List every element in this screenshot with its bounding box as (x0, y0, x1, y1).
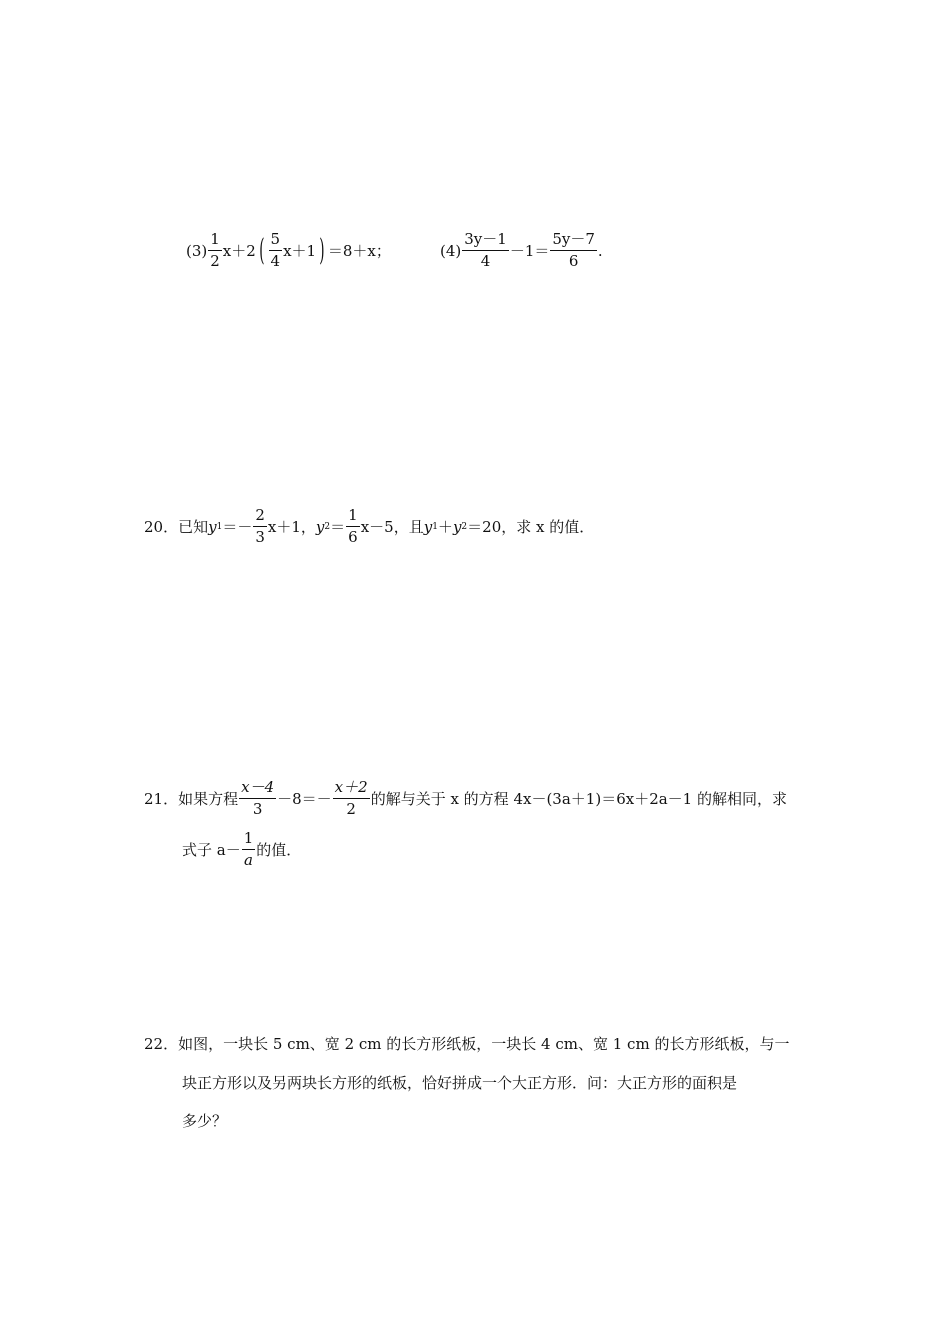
q-text: x－5，且 (360, 518, 424, 536)
expr-text: x＋2 (222, 242, 256, 260)
expr-text: ＝8＋x； (327, 242, 391, 260)
q-text: ＝20，求 x 的值． (467, 518, 595, 536)
q-text: ＝ (330, 518, 346, 536)
q-text: ＋ (437, 518, 453, 536)
q-text: 块正方形以及另两块长方形的纸板，恰好拼成一个大正方形．问：大正方形的面积是 (182, 1074, 738, 1092)
expr-text: . (597, 241, 603, 260)
q-text: 已知 (178, 518, 209, 536)
fraction: $\frac{1}{6}$ (348, 506, 358, 546)
question-number: 22． (144, 1035, 179, 1053)
q20: 20． 已知 y 1 ＝－ $\frac{2}{3}$ x＋1， y 2 ＝ $\frac{1}{6}$ x－5，且 y 1 ＋ y 2 ＝20，求 x 的值． (144, 506, 595, 546)
fraction: $\frac{x-4}{3}$ (241, 778, 275, 818)
fraction: $\frac{1}{2}$ (210, 230, 220, 270)
q-text: －8＝－ (277, 790, 332, 808)
question-number: 21． (144, 790, 179, 808)
q22-line3 (182, 1104, 227, 1138)
fraction: $\frac{5y-7}{6}$ (552, 230, 595, 270)
q-text: x＋1， (267, 518, 316, 536)
right-paren: ) (319, 232, 325, 268)
q22-line2 (182, 1066, 737, 1100)
part-label: (3) (186, 241, 208, 260)
fraction: $\frac{1}{a}$ (243, 829, 254, 869)
q19-part4 (440, 232, 603, 269)
q-text: 如图，一块长 5 cm、宽 2 cm 的长方形纸板，一块长 4 cm、宽 1 cm 的长方形纸板，与一 (178, 1035, 790, 1053)
fraction: $\frac{2}{3}$ (255, 506, 265, 546)
q19-part3 (186, 232, 391, 269)
q21-line1 (144, 780, 787, 817)
q-text: 式子 a－ (182, 841, 241, 859)
q-text: ＝－ (222, 518, 253, 536)
fraction: $\frac{3y-1}{4}$ (464, 230, 507, 270)
q-text: 的解与关于 x 的方程 4x－(3a＋1)＝6x＋2a－1 的解相同，求 (370, 790, 787, 808)
part-label: (4) (440, 241, 462, 260)
q-text: 的值． (256, 841, 302, 859)
q22-line1 (144, 1027, 789, 1061)
expr-text: x＋1 (283, 242, 317, 260)
left-paren: ( (259, 232, 265, 268)
q-text: 多少？ (182, 1112, 228, 1130)
q-text: 如果方程 (178, 790, 239, 808)
expr-text: －1＝ (509, 242, 550, 260)
fraction: $\frac{5}{4}$ (270, 230, 281, 270)
q21-line2 (182, 831, 301, 868)
question-number: 20． (144, 518, 179, 536)
fraction: $\frac{x+2}{2}$ (334, 778, 368, 818)
